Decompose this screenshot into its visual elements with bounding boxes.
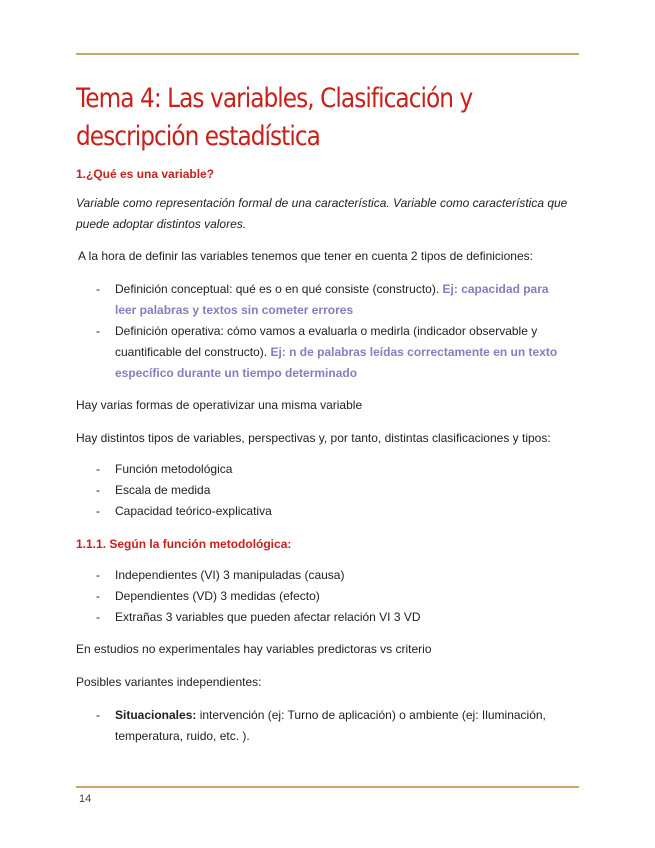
definition-text: Definición conceptual: qué es o en qué consiste (constructo). (115, 282, 440, 296)
example-text: Ej: n de palabras leídas correctamente en un texto específico durante un tiempo determinado (115, 345, 558, 380)
list-item-text: Capacidad teórico-explicativa (115, 504, 272, 518)
intro-paragraph: A la hora de definir las variables tenemos que tener en cuenta 2 tipos de definiciones: (78, 249, 533, 263)
bullet-dash: - (96, 504, 100, 518)
list-item (96, 279, 566, 321)
list-item (96, 480, 566, 501)
list-item (96, 586, 566, 607)
example-text: Ej: capacidad para leer palabras y textos sin cometer errores (115, 282, 549, 317)
page-number: 14 (79, 793, 92, 805)
bullet-dash: - (96, 483, 100, 497)
list-item (96, 607, 566, 628)
section-heading-funcion-metodologica: 1.1.1. Según la función metodológica: (76, 537, 292, 551)
paragraph-posibles: Posibles variantes independientes: (76, 675, 262, 689)
situacionales-text: intervención (ej: Turno de aplicación) o ambiente (ej: Iluminación, temperatura, ruido, etc. ). (115, 708, 546, 743)
paragraph-estudios: En estudios no experimentales hay variables predictoras vs criterio (76, 642, 432, 656)
bullet-dash: - (96, 610, 100, 624)
bottom-rule (76, 786, 579, 788)
bullet-dash: - (96, 708, 100, 722)
definitions-list (96, 279, 566, 384)
list-item (96, 321, 566, 384)
top-rule (76, 53, 579, 55)
bullet-dash: - (96, 282, 100, 296)
section-heading-que-es-variable: 1.¿Qué es una variable? (76, 167, 215, 181)
list-item-text: Independientes (VI) 3 manipuladas (causa) (115, 568, 345, 582)
funcion-list (96, 565, 566, 628)
list-item (96, 565, 566, 586)
list-item-text: Función metodológica (115, 462, 233, 476)
list-item-text: Dependientes (VD) 3 medidas (efecto) (115, 589, 320, 603)
list-item-text: Extrañas 3 variables que pueden afectar relación VI 3 VD (115, 610, 421, 624)
situacionales-list (96, 705, 566, 747)
bullet-dash: - (96, 568, 100, 582)
situacionales-label: Situacionales: (115, 708, 197, 722)
bullet-dash: - (96, 462, 100, 476)
list-item (96, 501, 566, 522)
list-item (96, 705, 566, 747)
page-title: Tema 4: Las variables, Clasificación y descripción estadística (76, 83, 473, 152)
bullet-dash: - (96, 324, 100, 338)
paragraph-tipos: Hay distintos tipos de variables, perspectivas y, por tanto, distintas clasificaciones y tipos: (76, 431, 551, 445)
list-item (96, 459, 566, 480)
list-item-text: Escala de medida (115, 483, 211, 497)
definition-text: Definición operativa: cómo vamos a evaluarla o medirla (indicador observable y cuantificable del constructo). (115, 324, 538, 359)
tipos-list (96, 459, 566, 522)
bullet-dash: - (96, 589, 100, 603)
paragraph-operativizar: Hay varias formas de operativizar una misma variable (76, 398, 363, 412)
definition-paragraph: Variable como representación formal de una característica. Variable como característica que puede adoptar distintos valores. (76, 196, 568, 231)
